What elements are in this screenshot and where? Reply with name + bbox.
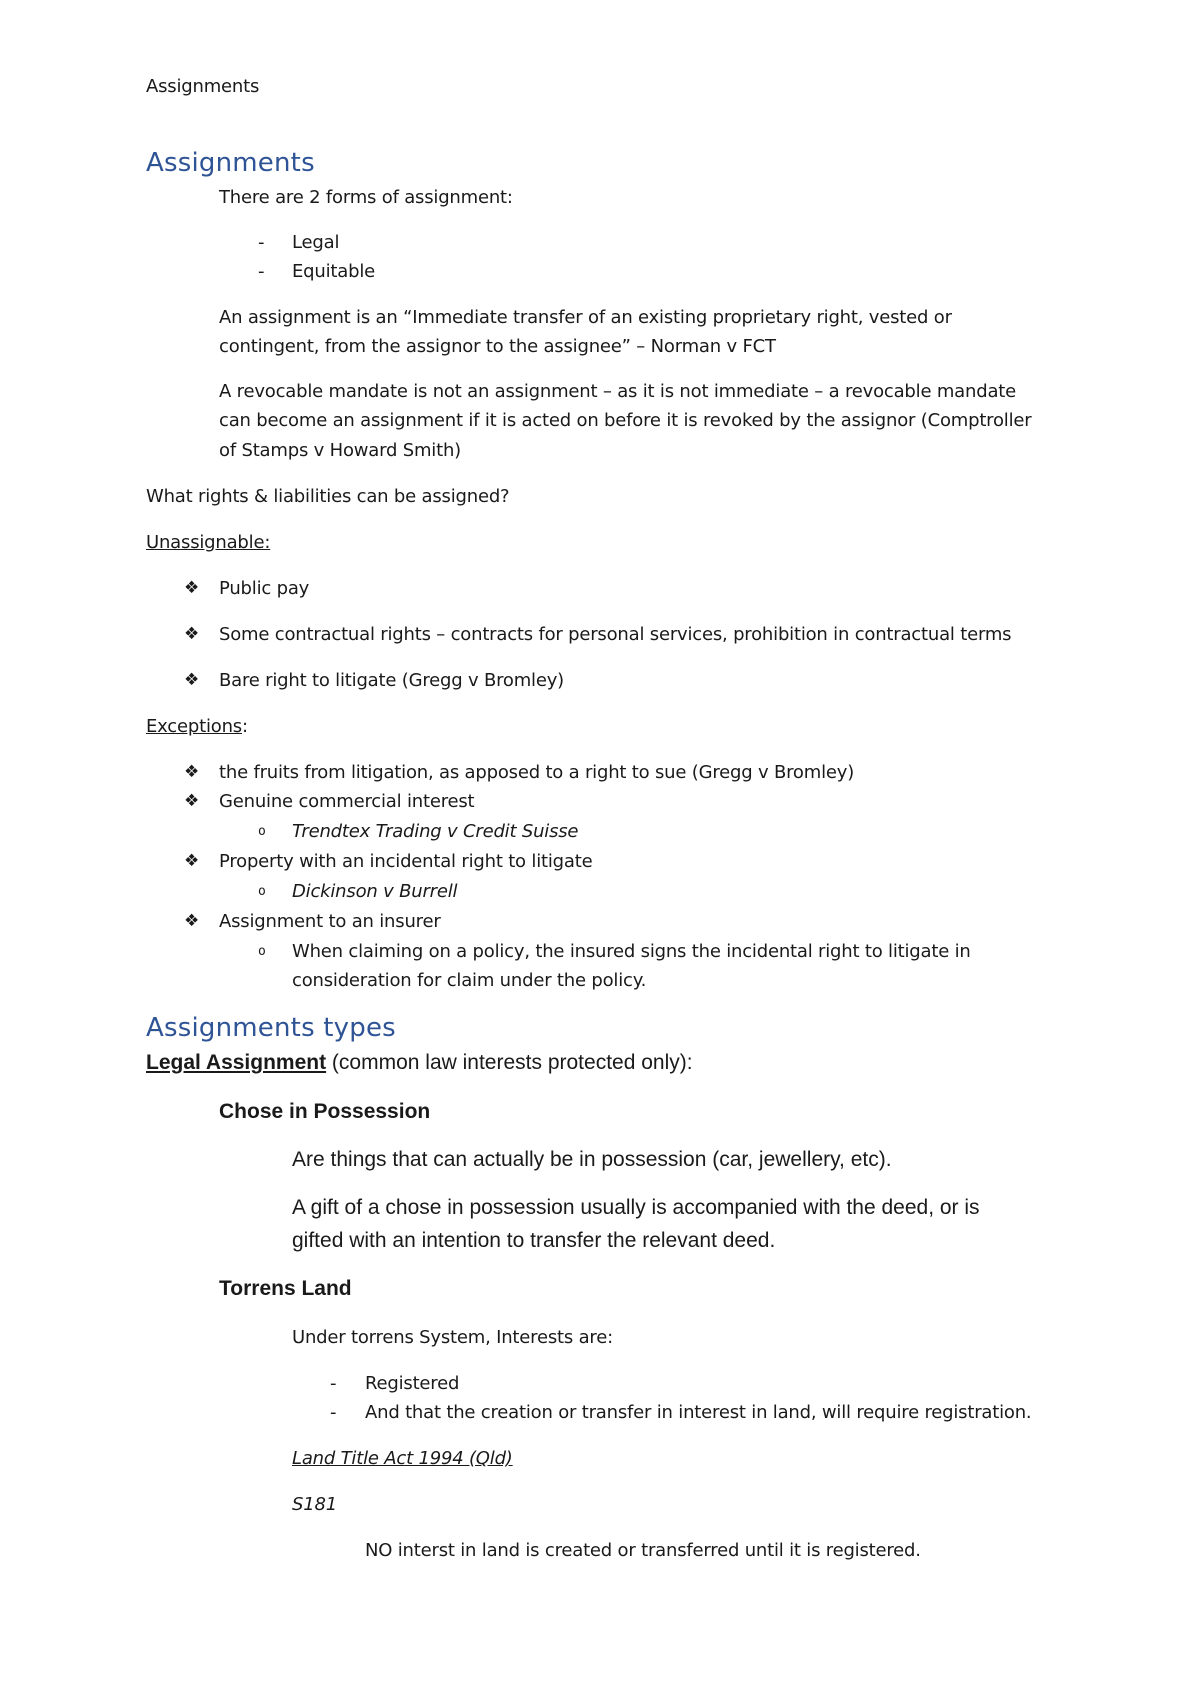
revocable-line-3: of Stamps v Howard Smith) — [219, 440, 461, 461]
definition-line-2: contingent, from the assignor to the assignee” – Norman v FCT — [219, 336, 776, 357]
legal-assignment-rest: (common law interests protected only): — [326, 1051, 693, 1074]
torrens-item-registration: And that the creation or transfer in interest in land, will require registration. — [365, 1402, 1032, 1423]
statute-section: S181 — [292, 1494, 337, 1515]
unassignable-item: Bare right to litigate (Gregg v Bromley) — [219, 670, 565, 691]
unassignable-item: Public pay — [219, 578, 310, 599]
statute-section-text: NO interst in land is created or transferred until it is registered. — [365, 1540, 921, 1561]
form-item-equitable: Equitable — [292, 261, 375, 282]
chose-paragraph-1: Are things that can actually be in possession (car, jewellery, etc). — [292, 1148, 892, 1171]
rights-question: What rights & liabilities can be assigned? — [146, 486, 510, 507]
torrens-heading: Torrens Land — [219, 1277, 352, 1300]
running-header: Assignments — [146, 76, 260, 97]
form-item-legal: Legal — [292, 232, 340, 253]
diamond-bullet-icon: ❖ — [184, 911, 200, 931]
chose-heading: Chose in Possession — [219, 1100, 431, 1123]
diamond-bullet-icon: ❖ — [184, 670, 200, 690]
exception-item: Property with an incidental right to litigate — [219, 851, 593, 872]
torrens-item-registered: Registered — [365, 1373, 460, 1394]
torrens-intro: Under torrens System, Interests are: — [292, 1327, 613, 1348]
diamond-bullet-icon: ❖ — [184, 624, 200, 644]
legal-assignment-label: Legal Assignment — [146, 1051, 327, 1074]
forms-intro: There are 2 forms of assignment: — [219, 187, 513, 208]
revocable-line-2: can become an assignment if it is acted on before it is revoked by the assignor (Comptroller — [219, 410, 1032, 431]
legal-assignment-line — [146, 1051, 693, 1075]
diamond-bullet-icon: ❖ — [184, 791, 200, 811]
exception-item: the fruits from litigation, as apposed to a right to sue (Gregg v Bromley) — [219, 762, 855, 783]
exceptions-heading-colon: : — [241, 716, 248, 737]
exception-item: Assignment to an insurer — [219, 911, 441, 932]
circle-bullet: o — [258, 884, 266, 899]
diamond-bullet-icon: ❖ — [184, 851, 200, 871]
diamond-bullet-icon: ❖ — [184, 578, 200, 598]
dash-bullet: - — [258, 261, 265, 282]
dash-bullet: - — [330, 1373, 337, 1394]
exception-subitem-case: Trendtex Trading v Credit Suisse — [292, 821, 579, 842]
exceptions-heading-label: Exceptions — [146, 716, 242, 737]
exception-item: Genuine commercial interest — [219, 791, 475, 812]
diamond-bullet-icon: ❖ — [184, 762, 200, 782]
unassignable-item: Some contractual rights – contracts for personal services, prohibition in contractual terms — [219, 624, 1012, 645]
circle-bullet: o — [258, 944, 266, 959]
definition-line-1: An assignment is an “Immediate transfer of an existing proprietary right, vested or — [219, 307, 952, 328]
section-heading-assignments: Assignments — [146, 148, 315, 178]
chose-paragraph-2-line-2: gifted with an intention to transfer the relevant deed. — [292, 1229, 776, 1252]
unassignable-heading: Unassignable: — [146, 532, 271, 553]
exceptions-heading — [146, 716, 248, 737]
revocable-line-1: A revocable mandate is not an assignment – as it is not immediate – a revocable mandate — [219, 381, 1017, 402]
dash-bullet: - — [258, 232, 265, 253]
exception-subitem-line-2: consideration for claim under the policy. — [292, 970, 647, 991]
statute-title: Land Title Act 1994 (Qld) — [292, 1448, 513, 1469]
exception-subitem-case: Dickinson v Burrell — [292, 881, 458, 902]
exception-subitem-line-1: When claiming on a policy, the insured signs the incidental right to litigate in — [292, 941, 971, 962]
chose-paragraph-2-line-1: A gift of a chose in possession usually is accompanied with the deed, or is — [292, 1196, 980, 1219]
section-heading-assignment-types: Assignments types — [146, 1013, 396, 1043]
dash-bullet: - — [330, 1402, 337, 1423]
circle-bullet: o — [258, 824, 266, 839]
